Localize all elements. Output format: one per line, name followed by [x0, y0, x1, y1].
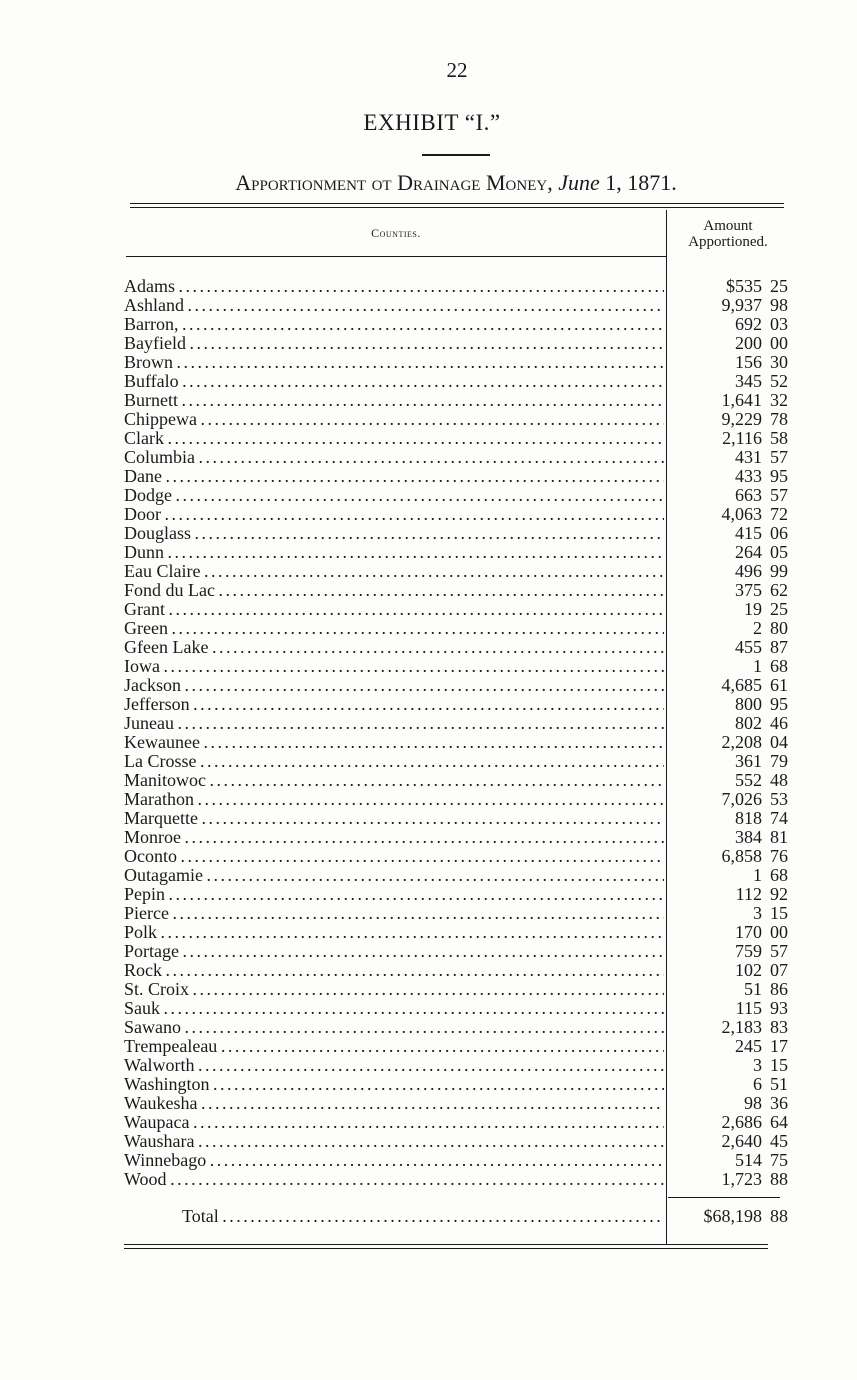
amount-dollars: 112 [735, 884, 762, 904]
county-name: La Crosse . . . [124, 752, 664, 771]
amount-cents: 48 [770, 770, 788, 790]
county-name: Manitowoc . . . [124, 771, 664, 790]
county-name: Oconto . . . [124, 847, 664, 866]
county-name: Waupaca . . . [124, 1113, 664, 1132]
county-name: Columbia . . . [124, 448, 664, 467]
exhibit-title: EXHIBIT “I.” [363, 110, 501, 135]
table-row [124, 505, 788, 524]
table-row [124, 524, 788, 543]
county-name: Dunn . . . [124, 543, 664, 562]
county-name: Kewaunee . . . [124, 733, 664, 752]
amount-cents: 93 [770, 998, 788, 1018]
amount-cents: 76 [770, 846, 788, 866]
county-name: Pierce . . . [124, 904, 664, 923]
amount-cents: 05 [770, 542, 788, 562]
amount-cents: 36 [770, 1093, 788, 1113]
amount-dollars: 384 [735, 827, 762, 847]
amount-cents: 57 [770, 941, 788, 961]
amount-dollars: 2,116 [722, 428, 762, 448]
table-row [124, 1132, 788, 1151]
amount-dollars: 415 [735, 523, 762, 543]
county-name: Waukesha . . . [124, 1094, 664, 1113]
total-cents: 88 [770, 1206, 788, 1226]
amount-cents: 99 [770, 561, 788, 581]
amount-dollars: 692 [735, 314, 762, 334]
county-name: Dodge . . . [124, 486, 664, 505]
table-row [124, 752, 788, 771]
county-name: Bayfield . . . [124, 334, 664, 353]
amount-cents: 57 [770, 447, 788, 467]
amount-dollars: 345 [735, 371, 762, 391]
subtitle-text: Apportionment ot Drainage Money, [235, 170, 559, 195]
amount-dollars: 663 [735, 485, 762, 505]
amount-cents: 25 [770, 599, 788, 619]
amount-cents: 51 [770, 1074, 788, 1094]
amount-dollars: 4,685 [721, 675, 762, 695]
amount-dollars: 2,640 [721, 1131, 762, 1151]
county-name: Walworth . . . [124, 1056, 664, 1075]
amount-cents: 95 [770, 466, 788, 486]
column-header-amount [668, 218, 788, 250]
table-row [124, 1037, 788, 1056]
amount-dollars: $535 [726, 276, 762, 296]
table-row [124, 429, 788, 448]
amount-cents: 95 [770, 694, 788, 714]
amount-cents: 87 [770, 637, 788, 657]
table-row [124, 904, 788, 923]
amount-cents: 79 [770, 751, 788, 771]
county-name: Adams . . . [124, 277, 664, 296]
county-name: Green . . . [124, 619, 664, 638]
amount-cents: 57 [770, 485, 788, 505]
table-row [124, 334, 788, 353]
total-dollars: $68,198 [703, 1206, 762, 1226]
table-row [124, 1151, 788, 1170]
amount-cents: 25 [770, 276, 788, 296]
amount-header-line1: Amount [703, 218, 753, 234]
amount-dollars: 800 [735, 694, 762, 714]
amount-dollars: 1,723 [721, 1169, 762, 1189]
table-row [124, 315, 788, 334]
county-name: Eau Claire . . . [124, 562, 664, 581]
table-row [124, 391, 788, 410]
table-row [124, 980, 788, 999]
table-row [124, 657, 788, 676]
amount-dollars: 1 [753, 656, 762, 676]
table-row [124, 600, 788, 619]
amount-cents: 00 [770, 922, 788, 942]
county-name: Monroe . . . [124, 828, 664, 847]
amount-dollars: 170 [735, 922, 762, 942]
table-row [124, 1113, 788, 1132]
amount-dollars: 19 [744, 599, 762, 619]
table-row [124, 828, 788, 847]
amount-dollars: 6,858 [721, 846, 762, 866]
amount-cents: 52 [770, 371, 788, 391]
table-row [124, 999, 788, 1018]
county-name: Chippewa . . . [124, 410, 664, 429]
table-row [124, 942, 788, 961]
page-number: 22 [446, 58, 468, 82]
amount-dollars: 3 [753, 903, 762, 923]
total-row [124, 1206, 788, 1226]
amount-cents: 81 [770, 827, 788, 847]
title-rule [422, 154, 490, 156]
county-name: Jefferson . . . [124, 695, 664, 714]
amount-cents: 06 [770, 523, 788, 543]
amount-dollars: 264 [735, 542, 762, 562]
table-row [124, 847, 788, 866]
amount-dollars: 2 [753, 618, 762, 638]
table-row [124, 296, 788, 315]
total-label: Total . . . [182, 1206, 662, 1226]
amount-dollars: 496 [735, 561, 762, 581]
table-row [124, 1075, 788, 1094]
amount-dollars: 431 [735, 447, 762, 467]
county-name: Dane . . . [124, 467, 664, 486]
county-name: Sauk . . . [124, 999, 664, 1018]
table-row [124, 885, 788, 904]
amount-cents: 58 [770, 428, 788, 448]
amount-dollars: 2,686 [721, 1112, 762, 1132]
table-row [124, 410, 788, 429]
county-name: Rock . . . [124, 961, 664, 980]
table-row [124, 695, 788, 714]
table-row [124, 1018, 788, 1037]
amount-cents: 07 [770, 960, 788, 980]
county-name: Clark . . . [124, 429, 664, 448]
table-row [124, 619, 788, 638]
table-row [124, 1094, 788, 1113]
amount-cents: 72 [770, 504, 788, 524]
amount-dollars: 156 [735, 352, 762, 372]
amount-dollars: 6 [753, 1074, 762, 1094]
table-row [124, 277, 788, 296]
table-row [124, 638, 788, 657]
table-row [124, 866, 788, 885]
county-name: Douglass . . . [124, 524, 664, 543]
table-row [124, 676, 788, 695]
county-name: Wood . . . [124, 1170, 664, 1189]
amount-dollars: 3 [753, 1055, 762, 1075]
amount-dollars: 818 [735, 808, 762, 828]
amount-cents: 45 [770, 1131, 788, 1151]
amount-dollars: 2,208 [721, 732, 762, 752]
county-name: Ashland . . . [124, 296, 664, 315]
table-row [124, 809, 788, 828]
table-row [124, 581, 788, 600]
amount-dollars: 115 [735, 998, 762, 1018]
amount-cents: 46 [770, 713, 788, 733]
county-name: Gfeen Lake . . . [124, 638, 664, 657]
county-name: Grant . . . [124, 600, 664, 619]
amount-dollars: 102 [735, 960, 762, 980]
table-row [124, 733, 788, 752]
county-name: Pepin . . . [124, 885, 664, 904]
table-row [124, 562, 788, 581]
amount-cents: 75 [770, 1150, 788, 1170]
amount-cents: 62 [770, 580, 788, 600]
amount-cents: 74 [770, 808, 788, 828]
amount-cents: 78 [770, 409, 788, 429]
county-name: Brown . . . [124, 353, 664, 372]
amount-dollars: 9,229 [721, 409, 762, 429]
county-name: Fond du Lac . . . [124, 581, 664, 600]
county-name: Jackson . . . [124, 676, 664, 695]
subtitle-date: 1, 1871. [599, 170, 677, 195]
amount-dollars: 552 [735, 770, 762, 790]
county-name: Barron, . . . [124, 315, 664, 334]
county-name: Buffalo . . . [124, 372, 664, 391]
county-name: Washington . . . [124, 1075, 664, 1094]
amount-cents: 98 [770, 295, 788, 315]
amount-dollars: 433 [735, 466, 762, 486]
amount-cents: 86 [770, 979, 788, 999]
table-row [124, 467, 788, 486]
amount-cents: 04 [770, 732, 788, 752]
county-name: Marquette . . . [124, 809, 664, 828]
amount-cents: 80 [770, 618, 788, 638]
amount-dollars: 245 [735, 1036, 762, 1056]
county-name: St. Croix . . . [124, 980, 664, 999]
table-row [124, 543, 788, 562]
county-name: Marathon . . . [124, 790, 664, 809]
amount-dollars: 200 [735, 333, 762, 353]
amount-cents: 88 [770, 1169, 788, 1189]
amount-dollars: 1 [753, 865, 762, 885]
amount-dollars: 759 [735, 941, 762, 961]
county-name: Sawano . . . [124, 1018, 664, 1037]
amount-cents: 00 [770, 333, 788, 353]
table-row [124, 771, 788, 790]
county-rows [124, 277, 788, 1189]
amount-cents: 30 [770, 352, 788, 372]
county-name: Waushara . . . [124, 1132, 664, 1151]
county-name: Portage . . . [124, 942, 664, 961]
amount-dollars: 9,937 [721, 295, 762, 315]
table-row [124, 790, 788, 809]
table-bottom-rule-2 [124, 1248, 768, 1249]
amount-dollars: 802 [735, 713, 762, 733]
column-header-counties: Counties. [371, 226, 421, 240]
table-row [124, 448, 788, 467]
county-name: Iowa . . . [124, 657, 664, 676]
amount-dollars: 361 [735, 751, 762, 771]
table-row [124, 714, 788, 733]
amount-cents: 32 [770, 390, 788, 410]
amount-cents: 15 [770, 1055, 788, 1075]
table-bottom-rule [124, 1244, 768, 1245]
amount-dollars: 98 [744, 1093, 762, 1113]
county-name: Trempealeau . . . [124, 1037, 664, 1056]
amount-cents: 64 [770, 1112, 788, 1132]
amount-dollars: 51 [744, 979, 762, 999]
amount-dollars: 1,641 [721, 390, 762, 410]
table-top-rule [130, 203, 784, 204]
amount-dollars: 514 [735, 1150, 762, 1170]
amount-cents: 83 [770, 1017, 788, 1037]
amount-cents: 92 [770, 884, 788, 904]
amount-dollars: 4,063 [721, 504, 762, 524]
table-row [124, 961, 788, 980]
table-row [124, 372, 788, 391]
amount-dollars: 455 [735, 637, 762, 657]
county-name: Burnett . . . [124, 391, 664, 410]
table-row [124, 353, 788, 372]
county-name: Door . . . [124, 505, 664, 524]
county-name: Juneau . . . [124, 714, 664, 733]
amount-cents: 68 [770, 656, 788, 676]
amount-cents: 61 [770, 675, 788, 695]
amount-dollars: 2,183 [721, 1017, 762, 1037]
table-row [124, 1170, 788, 1189]
amount-cents: 53 [770, 789, 788, 809]
amount-cents: 17 [770, 1036, 788, 1056]
table-row [124, 1056, 788, 1075]
amount-cents: 68 [770, 865, 788, 885]
county-name: Polk . . . [124, 923, 664, 942]
county-name: Winnebago . . . [124, 1151, 664, 1170]
amount-cents: 15 [770, 903, 788, 923]
amount-dollars: 7,026 [721, 789, 762, 809]
table-top-rule-2 [130, 207, 784, 208]
header-bottom-rule [126, 256, 666, 257]
table-row [124, 923, 788, 942]
total-rule [668, 1197, 780, 1198]
table-row [124, 486, 788, 505]
amount-dollars: 375 [735, 580, 762, 600]
county-name: Outagamie . . . [124, 866, 664, 885]
subtitle-month: June [558, 170, 600, 195]
table-subtitle [0, 170, 857, 196]
amount-header-line2: Apportioned. [688, 234, 768, 250]
amount-cents: 03 [770, 314, 788, 334]
